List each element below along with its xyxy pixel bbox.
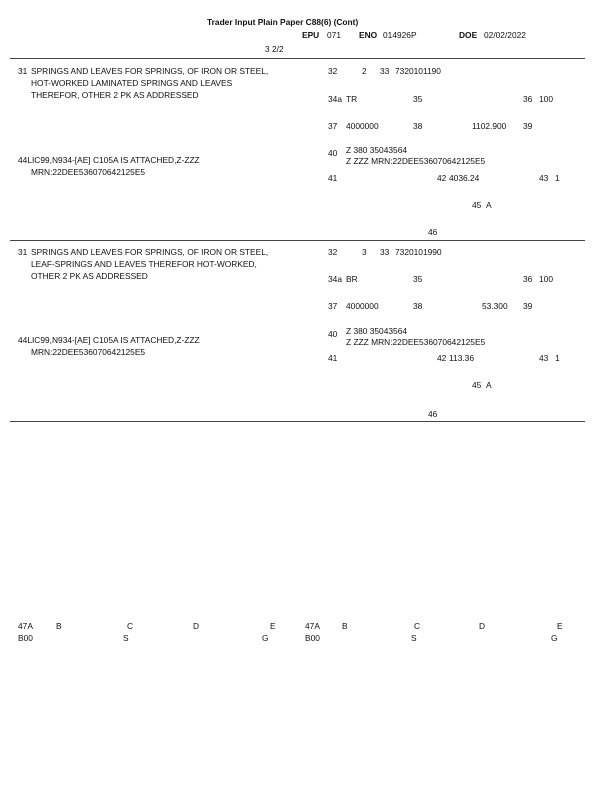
adjustment-value: A xyxy=(486,380,492,390)
previous-document: Z 380 35043564 xyxy=(346,145,408,155)
country-of-origin: BR xyxy=(346,274,358,284)
box33-label: 33 xyxy=(380,66,390,76)
tax-type-value: B00 xyxy=(305,633,320,643)
box43-label: 43 xyxy=(539,353,549,363)
doe-value: 02/02/2022 xyxy=(484,30,526,40)
box41-label: 41 xyxy=(328,353,338,363)
box42-label: 42 xyxy=(437,353,447,363)
cpc-value: 4000000 xyxy=(346,121,379,131)
box39-label: 39 xyxy=(523,121,533,131)
eno-label: ENO xyxy=(359,30,378,40)
header-divider xyxy=(10,58,585,59)
box38-label: 38 xyxy=(413,301,423,311)
previous-document: Z 380 35043564 xyxy=(346,326,408,336)
tax-header-b: B xyxy=(56,621,62,631)
box38-label: 38 xyxy=(413,121,423,131)
page-number: 3 2/2 xyxy=(265,44,284,54)
box40-label: 40 xyxy=(328,329,338,339)
goods-description-line: SPRINGS AND LEAVES FOR SPRINGS, OF IRON OR STEEL, xyxy=(31,66,269,76)
eno-value: 014926P xyxy=(383,30,417,40)
tax-e-value: G xyxy=(262,633,269,643)
box37-label: 37 xyxy=(328,301,338,311)
item-price: 113.36 xyxy=(449,353,474,363)
box32-label: 32 xyxy=(328,66,338,76)
item-number: 3 xyxy=(362,247,367,257)
tax-header-c: C xyxy=(414,621,421,631)
box42-label: 42 xyxy=(437,173,447,183)
preference-value: 100 xyxy=(539,274,553,284)
box35-label: 35 xyxy=(413,94,423,104)
tax-c-value: S xyxy=(411,633,417,643)
goods-description-line: THEREFOR, OTHER 2 PK AS ADDRESSED xyxy=(31,90,199,100)
additional-info-line: MRN:22DEE536070642125E5 xyxy=(31,167,146,177)
tax-e-value: G xyxy=(551,633,558,643)
box31-label: 31 xyxy=(18,247,28,257)
box41-label: 41 xyxy=(328,173,338,183)
additional-info-line: 44LIC99,N934-[AE] C105A IS ATTACHED,Z-ZZZ xyxy=(18,155,200,165)
epu-value: 071 xyxy=(327,30,341,40)
tax-header-e: E xyxy=(557,621,563,631)
preference-value: 100 xyxy=(539,94,553,104)
box34a-label: 34a xyxy=(328,274,342,284)
item-divider xyxy=(10,421,585,422)
box45-label: 45 xyxy=(472,200,482,210)
box34a-label: 34a xyxy=(328,94,342,104)
page-title: Trader Input Plain Paper C88(6) (Cont) xyxy=(207,17,359,27)
previous-document: Z ZZZ MRN:22DEE536070642125E5 xyxy=(346,337,486,347)
box39-label: 39 xyxy=(523,301,533,311)
box35-label: 35 xyxy=(413,274,423,284)
box36-label: 36 xyxy=(523,94,533,104)
valuation-method: 1 xyxy=(555,173,560,183)
adjustment-value: A xyxy=(486,200,492,210)
additional-info-line: MRN:22DEE536070642125E5 xyxy=(31,347,146,357)
tax-c-value: S xyxy=(123,633,129,643)
item-number: 2 xyxy=(362,66,367,76)
tax-header-e: E xyxy=(270,621,276,631)
box32-label: 32 xyxy=(328,247,338,257)
goods-description-line: OTHER 2 PK AS ADDRESSED xyxy=(31,271,148,281)
valuation-method: 1 xyxy=(555,353,560,363)
tax-header-d: D xyxy=(193,621,200,631)
tax-header-d: D xyxy=(479,621,486,631)
box47a-label: 47A xyxy=(18,621,33,631)
item-price: 4036.24 xyxy=(449,173,480,183)
commodity-code: 7320101990 xyxy=(395,247,442,257)
goods-description-line: HOT-WORKED LAMINATED SPRINGS AND LEAVES xyxy=(31,78,233,88)
box33-label: 33 xyxy=(380,247,390,257)
cpc-value: 4000000 xyxy=(346,301,379,311)
net-mass-value: 53.300 xyxy=(482,301,508,311)
tax-type-value: B00 xyxy=(18,633,33,643)
doe-label: DOE xyxy=(459,30,478,40)
previous-document: Z ZZZ MRN:22DEE536070642125E5 xyxy=(346,156,486,166)
commodity-code: 7320101190 xyxy=(395,66,441,76)
box43-label: 43 xyxy=(539,173,549,183)
box37-label: 37 xyxy=(328,121,338,131)
box46-label: 46 xyxy=(428,227,438,237)
tax-header-c: C xyxy=(127,621,134,631)
box40-label: 40 xyxy=(328,148,338,158)
additional-info-line: 44LIC99,N934-[AE] C105A IS ATTACHED,Z-ZZZ xyxy=(18,335,200,345)
item-divider xyxy=(10,240,585,241)
epu-label: EPU xyxy=(302,30,320,40)
tax-header-b: B xyxy=(342,621,348,631)
box31-label: 31 xyxy=(18,66,28,76)
box36-label: 36 xyxy=(523,274,533,284)
goods-description-line: LEAF-SPRINGS AND LEAVES THEREFOR HOT-WORKED, xyxy=(31,259,257,269)
net-mass-value: 1102.900 xyxy=(472,121,507,131)
box46-label: 46 xyxy=(428,409,438,419)
goods-description-line: SPRINGS AND LEAVES FOR SPRINGS, OF IRON OR STEEL, xyxy=(31,247,269,257)
country-of-origin: TR xyxy=(346,94,358,104)
box47a-label: 47A xyxy=(305,621,320,631)
box45-label: 45 xyxy=(472,380,482,390)
